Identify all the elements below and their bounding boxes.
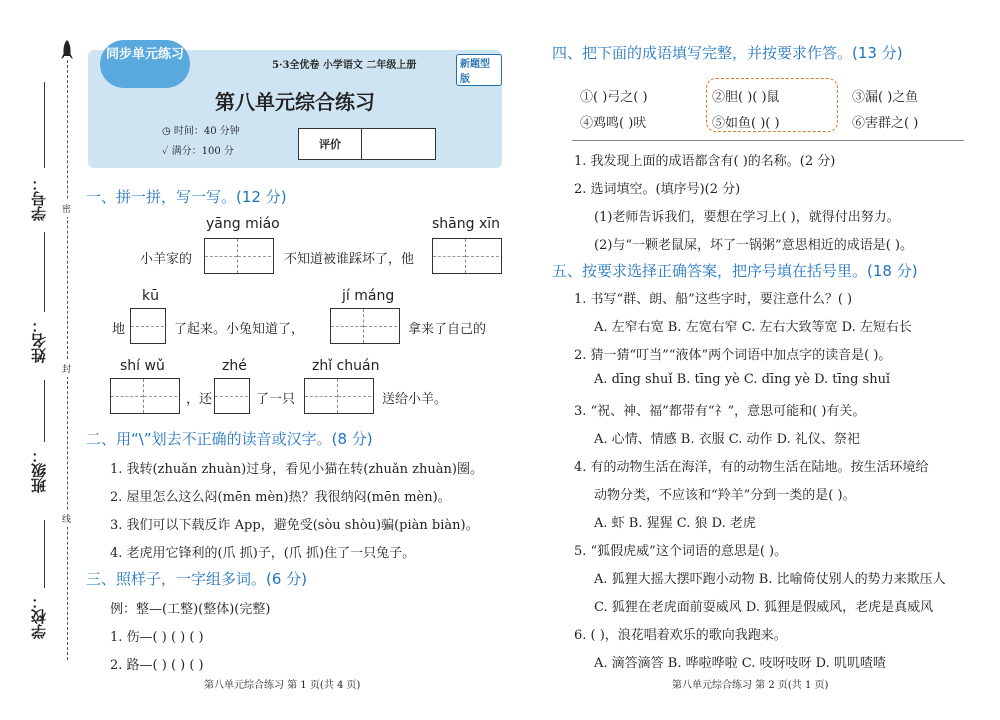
- student-id-field[interactable]: [44, 82, 45, 168]
- sentence-text: 送给小羊。: [382, 392, 448, 407]
- question-item: 4. 老虎用它锋利的(爪 抓)子，(爪 抓)住了一只兔子。: [110, 546, 416, 561]
- question-item: 1. 我转(zhuǎn zhuàn)过身，看见小猫在转(zhuǎn zhuàn)圈。: [110, 462, 483, 477]
- section-2-heading: 二、用“\”划去不正确的读音或汉字。(8 分): [86, 430, 373, 448]
- question-line: 4. 有的动物生活在海洋，有的动物生活在陆地。按生活环境给: [574, 460, 929, 475]
- question-line: 3. “祝、神、福”都带有“礻”，意思可能和( )有关。: [574, 404, 866, 419]
- writing-grid[interactable]: [432, 238, 502, 274]
- section-4-heading: 四、把下面的成语填写完整，并按要求作答。(13 分): [552, 44, 903, 62]
- question-item: (1)老师告诉我们，要想在学习上( )，就得付出努力。: [594, 210, 900, 225]
- class-label: 班级：: [30, 448, 48, 493]
- question-item: 2. 路—( ) ( ) ( ): [110, 658, 204, 673]
- sentence-text: 不知道被谁踩坏了，他: [284, 252, 415, 267]
- writing-grid[interactable]: [130, 308, 166, 344]
- answer-options: C. 狐狸在老虎面前耍威风 D. 狐狸是假威风，老虎是真威风: [594, 600, 934, 615]
- pinyin: zhǐ chuán: [312, 358, 380, 374]
- edition-badge: 新题型版: [456, 54, 502, 86]
- class-field[interactable]: [44, 380, 45, 442]
- question-item: 2. 选词填空。(填序号)(2 分): [574, 182, 741, 197]
- seal-mark: 密: [62, 200, 71, 217]
- question-line: 1. 书写“群、朗、船”这些字时，要注意什么？( ): [574, 292, 853, 307]
- name-label: 姓名：: [30, 318, 48, 363]
- page-footer: 第八单元综合练习 第 2 页(共 1 页): [672, 680, 829, 691]
- question-item: 1. 我发现上面的成语都含有( )的名称。(2 分): [574, 154, 836, 169]
- sentence-text: 小羊家的: [140, 252, 193, 267]
- question-item: 3. 我们可以下载反诈 App，避免受(sòu shòu)骗(piàn biàn)。: [110, 518, 479, 533]
- answer-options: A. 虾 B. 猩猩 C. 狼 D. 老虎: [594, 516, 756, 531]
- school-label: 学校：: [30, 594, 48, 639]
- writing-grid[interactable]: [110, 378, 180, 414]
- example-text: 例：整—(工整)(整体)(完整): [110, 602, 271, 617]
- section-1-heading: 一、拼一拼，写一写。(12 分): [86, 188, 287, 206]
- logo-cloud: 同步单元练习: [100, 40, 190, 88]
- time-limit: ◷ 时间：40 分钟: [162, 126, 240, 137]
- divider: [572, 140, 964, 141]
- question-item: 1. 伤—( ) ( ) ( ): [110, 630, 204, 645]
- school-field[interactable]: [44, 520, 45, 588]
- idiom-item[interactable]: ②胆( )( )鼠: [712, 90, 780, 105]
- answer-options: A. 左窄右宽 B. 左宽右窄 C. 左右大致等宽 D. 左短右长: [594, 320, 912, 335]
- rocket-icon: [60, 40, 74, 62]
- student-id-label: 学号：: [30, 176, 48, 221]
- answer-options: A. 心情、情感 B. 衣服 C. 动作 D. 礼仪、祭祀: [594, 432, 860, 447]
- name-field[interactable]: [44, 232, 45, 312]
- idiom-box: [572, 74, 964, 136]
- sentence-text: 拿来了自己的: [408, 322, 487, 337]
- idiom-item[interactable]: ⑥害群之( ): [852, 116, 919, 131]
- pinyin: yāng miáo: [206, 216, 280, 232]
- evaluation-field[interactable]: [362, 129, 435, 159]
- writing-grid[interactable]: [214, 378, 250, 414]
- evaluation-box: [298, 128, 436, 160]
- pinyin: kū: [142, 288, 159, 304]
- question-item: (2)与“一颗老鼠屎，坏了一锅粥”意思相近的成语是( )。: [594, 238, 913, 253]
- pinyin: shāng xīn: [432, 216, 501, 232]
- sentence-text: 了起来。小兔知道了，: [174, 322, 305, 337]
- sentence-text: ，还: [186, 392, 213, 407]
- sentence-text: 了一只: [256, 392, 296, 407]
- section-5-heading: 五、按要求选择正确答案，把序号填在括号里。(18 分): [552, 262, 918, 280]
- idiom-item[interactable]: ④鸡鸣( )吠: [580, 116, 647, 131]
- answer-options: A. dīng shuǐ B. tīng yè C. dīng yè D. tīng shuǐ: [594, 372, 891, 387]
- binding-strip: [0, 0, 78, 720]
- sentence-text: 地: [112, 322, 126, 337]
- idiom-item[interactable]: ⑤如鱼( )( ): [712, 116, 780, 131]
- writing-grid[interactable]: [304, 378, 374, 414]
- answer-options: A. 滴答滴答 B. 哗啦哗啦 C. 吱呀吱呀 D. 叽叽喳喳: [594, 656, 886, 671]
- exam-title: 第八单元综合练习: [215, 90, 375, 114]
- writing-grid[interactable]: [330, 308, 400, 344]
- book-meta: 5·3全优卷 小学语文 二年级上册: [272, 60, 417, 71]
- section-3-heading: 三、照样子，一字组多词。(6 分): [86, 570, 308, 588]
- question-line: 动物分类，不应该和“羚羊”分到一类的是( )。: [594, 488, 856, 503]
- writing-grid[interactable]: [204, 238, 274, 274]
- pinyin: jí máng: [342, 288, 395, 304]
- evaluation-label: 评价: [299, 129, 362, 159]
- idiom-item[interactable]: ③漏( )之鱼: [852, 90, 919, 105]
- question-line: 2. 猜一猜“叮当”“液体”两个词语中加点字的读音是( )。: [574, 348, 892, 363]
- question-line: 6. ( )，浪花唱着欢乐的歌向我跑来。: [574, 628, 787, 643]
- seal-mark: 封: [62, 360, 71, 377]
- answer-options: A. 狐狸大摇大摆吓跑小动物 B. 比喻倚仗别人的势力来欺压人: [594, 572, 946, 587]
- full-score: ✓ 满分：100 分: [162, 146, 234, 157]
- question-line: 5. “狐假虎威”这个词语的意思是( )。: [574, 544, 788, 559]
- page-footer: 第八单元综合练习 第 1 页(共 4 页): [204, 680, 361, 691]
- question-item: 2. 屋里怎么这么闷(mēn mèn)热？我很纳闷(mēn mèn)。: [110, 490, 451, 505]
- pinyin: zhé: [222, 358, 247, 374]
- pinyin: shí wǔ: [120, 358, 165, 374]
- seal-mark: 线: [62, 510, 71, 527]
- idiom-item[interactable]: ①( )弓之( ): [580, 90, 648, 105]
